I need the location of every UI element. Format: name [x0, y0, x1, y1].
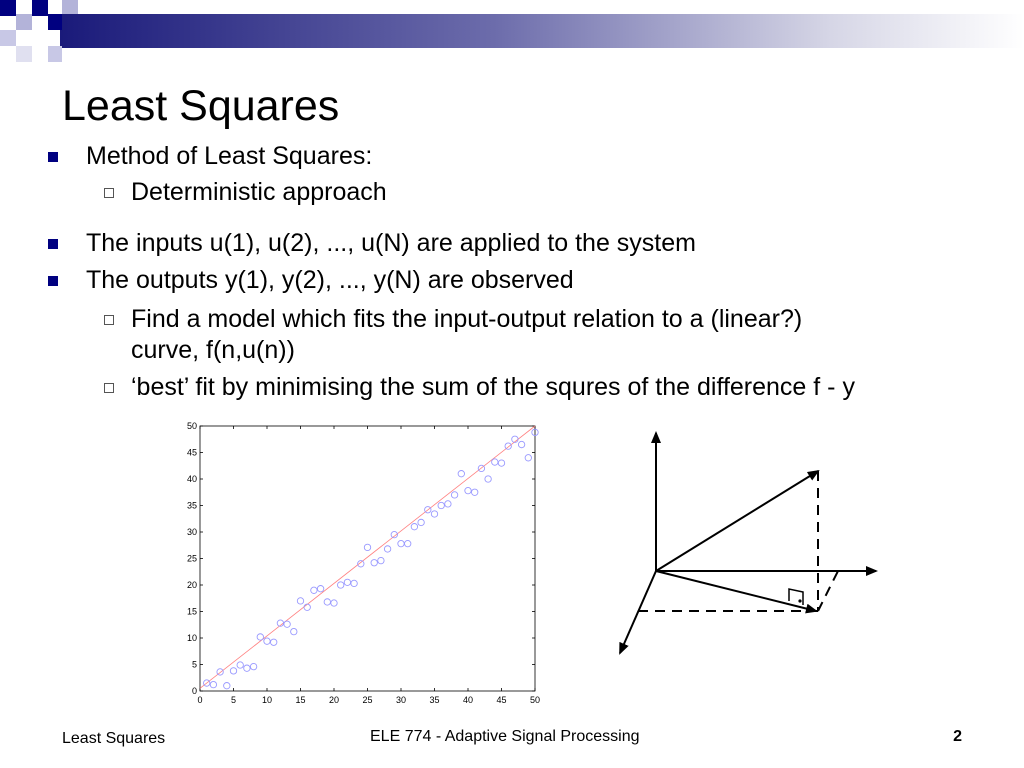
y-tick-label: 50 — [186, 421, 197, 431]
sub-bullet-item: Find a model which fits the input-output relation to a (linear?) — [131, 305, 803, 333]
projection-arrow — [656, 571, 816, 611]
y-tick-label: 35 — [186, 500, 197, 511]
right-angle-dot — [798, 599, 801, 602]
y-tick-label: 10 — [186, 633, 197, 643]
projection-diagram — [600, 425, 900, 675]
bullet-item: Method of Least Squares: — [86, 142, 373, 170]
x-tick-label: 20 — [328, 695, 340, 705]
y-tick-label: 40 — [186, 474, 197, 484]
x-tick-label: 30 — [395, 695, 407, 705]
dashed-diagonal-line — [818, 571, 838, 611]
y-tick-label: 45 — [186, 447, 197, 458]
x-tick-label: 15 — [295, 695, 306, 705]
slide-title: Least Squares — [62, 82, 340, 130]
x-tick-label: 25 — [362, 695, 373, 705]
bullet-item: The outputs y(1), y(2), ..., y(N) are observed — [86, 266, 574, 294]
page-number: 2 — [953, 728, 962, 745]
sub-bullet-continuation: curve, f(n,u(n)) — [131, 336, 295, 364]
sub-bullet-item: Deterministic approach — [131, 178, 387, 206]
y-tick-label: 0 — [191, 686, 197, 696]
x-tick-label: 10 — [261, 695, 273, 705]
y-tick-label: 15 — [186, 606, 197, 617]
footer-course-title: ELE 774 - Adaptive Signal Processing — [370, 728, 640, 745]
x-tick-label: 0 — [197, 695, 203, 705]
right-angle-marker — [789, 589, 803, 605]
y-tick-label: 20 — [186, 580, 197, 590]
footer-left-text: Least Squares — [62, 730, 166, 747]
y-tick-label: 25 — [186, 553, 197, 564]
sub-bullet-item: ‘best’ fit by minimising the sum of the squres of the difference f - y — [131, 373, 855, 401]
scatter-chart — [180, 416, 540, 716]
x-tick-label: 40 — [462, 695, 474, 705]
y-tick-label: 30 — [186, 527, 197, 537]
y-tick-label: 5 — [191, 659, 197, 670]
x-tick-label: 45 — [496, 695, 507, 705]
vector-arrow — [656, 471, 818, 571]
x-tick-label: 35 — [429, 695, 440, 705]
x-tick-label: 50 — [529, 695, 540, 705]
bullet-item: The inputs u(1), u(2), ..., u(N) are applied to the system — [86, 229, 696, 257]
x-tick-label: 5 — [230, 695, 237, 705]
